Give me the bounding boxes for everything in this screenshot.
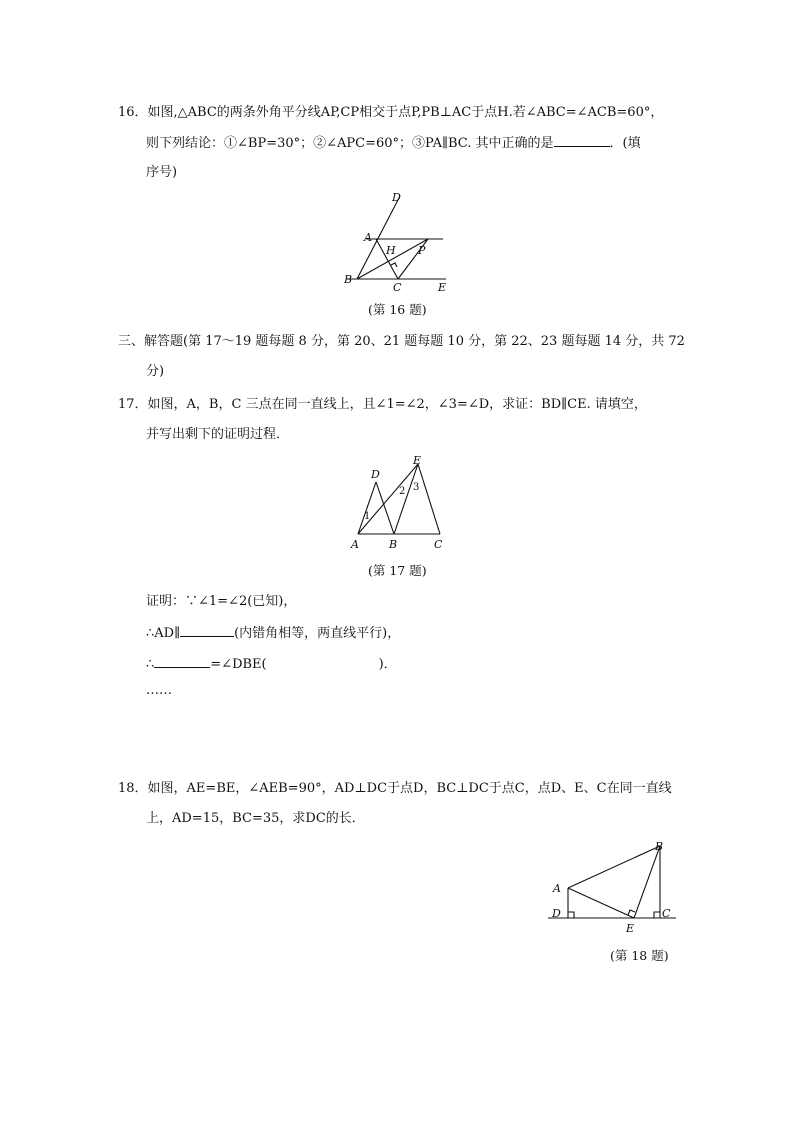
q16-caption: (第 16 题): [368, 302, 427, 317]
q17-line-bd: [376, 482, 394, 534]
q17-proof-2-text: ∴AD∥: [146, 626, 181, 641]
q17-line-ae: [358, 464, 418, 534]
q18-caption: (第 18 题): [610, 948, 669, 963]
q17-proof-ellipsis: ……: [146, 683, 172, 698]
q16-label-a: A: [364, 231, 372, 244]
q17-label-1: 1: [364, 511, 371, 522]
q17-caption: (第 17 题): [368, 563, 427, 578]
q18-label-e: E: [626, 922, 635, 935]
q17-line-ce: [418, 464, 440, 534]
q17-line-ad: [358, 482, 376, 534]
q18-label-a: A: [553, 882, 561, 895]
q16-label-b: B: [344, 273, 353, 286]
q17-label-c: C: [434, 538, 443, 551]
q17-proof-3: [146, 655, 397, 674]
q16-line2-text: 则下列结论：①∠BP=30°；②∠APC=60°；③PA∥BC. 其中正确的是: [146, 136, 554, 151]
q16-label-h: H: [386, 244, 396, 257]
section3-heading-cont: 分): [146, 364, 165, 379]
q16-label-e: E: [438, 281, 447, 294]
q17-proof-1: 证明：∵∠1=∠2(已知)，: [146, 594, 297, 609]
q17-proof-2-reason: (内错角相等，两直线平行)，: [234, 626, 401, 641]
q17-label-e: E: [413, 454, 422, 467]
q18-right-angle-c: [654, 912, 660, 918]
q16-line2: [146, 134, 641, 153]
q16-line2-end: ．(填: [609, 136, 641, 151]
q18-line-be: [634, 846, 660, 918]
q17-line1: 17．如图，A，B，C 三点在同一直线上，且∠1=∠2，∠3=∠D，求证：BD∥CE. 请填空，: [118, 397, 647, 412]
q17-proof-3-text: ∴: [146, 657, 155, 672]
q16-label-p: P: [418, 244, 426, 257]
q16-figure: [338, 188, 458, 294]
q17-line-be: [394, 464, 418, 534]
q17-proof-3-mid: =∠DBE(: [210, 657, 267, 672]
q17-line2: 并写出剩下的证明过程．: [146, 427, 290, 442]
q17-proof-3-end: )．: [378, 657, 397, 672]
q17-label-2: 2: [399, 486, 406, 497]
q17-label-a: A: [351, 538, 359, 551]
q17-blank-1[interactable]: [180, 624, 234, 637]
q18-line-ab: [568, 846, 660, 888]
q17-blank-2[interactable]: [154, 655, 210, 668]
q17-label-d: D: [371, 468, 380, 481]
q16-label-c: C: [393, 281, 402, 294]
q17-label-3: 3: [413, 482, 420, 493]
q16-answer-blank[interactable]: [554, 134, 610, 147]
q18-line-ae: [568, 888, 634, 918]
section3-heading: 三、解答题(第 17～19 题每题 8 分，第 20、21 题每题 10 分，第 22、23 题每题 14 分，共 72: [118, 334, 685, 349]
q18-label-c: C: [662, 907, 671, 920]
q16-label-d: D: [392, 191, 401, 204]
q18-label-d: D: [552, 907, 561, 920]
q17-label-b: B: [389, 538, 398, 551]
q16-line1: 16．如图,△ABC的两条外角平分线AP,CP相交于点P,PB⊥AC于点H.若∠ABC=∠ACB=60°，: [118, 105, 664, 120]
q18-right-angle-e: [628, 910, 635, 915]
q17-figure: [344, 452, 450, 552]
q18-line2: 上，AD=15，BC=35，求DC的长．: [146, 811, 365, 826]
q18-figure: [544, 834, 680, 936]
q18-line1: 18．如图，AE=BE，∠AEB=90°，AD⊥DC于点D，BC⊥DC于点C，点D、E、C在同一直线: [118, 781, 672, 796]
q17-proof-2: [146, 624, 400, 643]
q16-right-angle-mark: [391, 263, 397, 267]
q18-label-b: B: [655, 840, 664, 853]
q18-right-angle-d: [568, 912, 574, 918]
q16-line3: 序号): [146, 165, 178, 180]
